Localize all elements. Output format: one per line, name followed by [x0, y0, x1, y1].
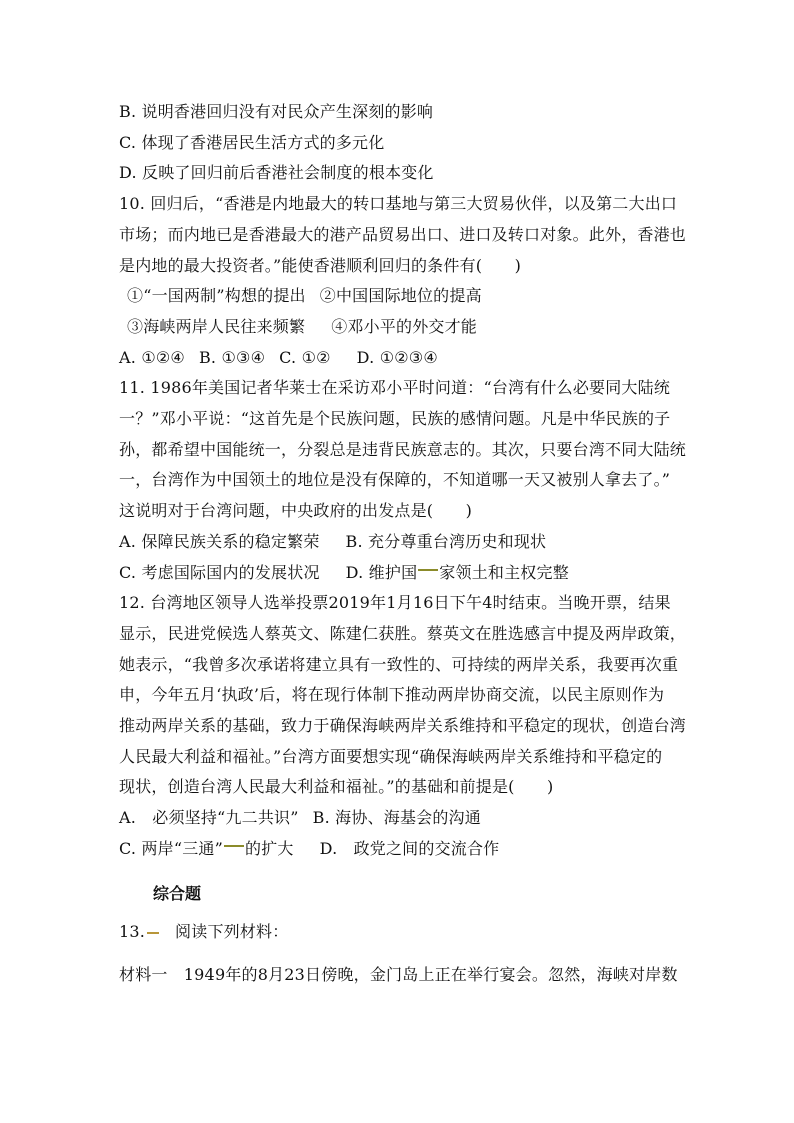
option-b-q12: B. 海协、海基会的沟通	[312, 808, 481, 828]
question-11-line-3: 孙，都希望中国能统一，分裂总是违背民族意志的。其次，只要台湾不同大陆统	[119, 439, 687, 459]
question-12-options-ab	[119, 803, 679, 834]
option-c-q12-post: 的扩大	[245, 838, 294, 858]
question-11-line-1: 11. 1986年美国记者华莱士在采访邓小平时问道：“台湾有什么必要同大陆统	[119, 378, 671, 398]
question-12-line-6: 人民最大利益和福祉。”台湾方面要想实现“确保海峡两岸关系维持和平稳定的	[119, 746, 663, 766]
document-content	[119, 97, 687, 991]
question-12-options-cd	[119, 834, 679, 865]
option-a-q12: A. 必须坚持“九二共识”	[119, 808, 299, 828]
option-d-q10: D. ①②③④	[356, 347, 438, 367]
question-10-conditions-2	[119, 312, 679, 343]
question-11-line-2: 一？”邓小平说：“这首先是个民族问题，民族的感情问题。凡是中华民族的子	[119, 409, 671, 429]
question-10-line-1: 10. 回归后，“香港是内地最大的转口基地与第三大贸易伙伴，以及第二大出口	[119, 194, 678, 214]
condition-2: ②中国国际地位的提高	[319, 286, 482, 306]
question-12-line-7: 现状，创造台湾人民最大利益和福祉。”的基础和前提是( )	[119, 777, 554, 797]
question-10-line-3: 是内地的最大投资者。”能使香港顺利回归的条件有( )	[119, 255, 522, 275]
question-10-conditions-1	[119, 281, 679, 312]
option-c-q12-pre: C. 两岸“三通”	[119, 838, 224, 858]
option-a-q10: A. ①②④	[119, 347, 185, 367]
question-12-line-5: 推动两岸关系的基础，致力于确保海峡两岸关系维持和平稳定的现状，创造台湾	[119, 716, 687, 736]
option-d-q11-pre: D. 维护国	[345, 562, 418, 582]
material-1-line-1: 材料一 1949年的8月23日傍晚，金门岛上正在举行宴会。忽然，海峡对岸数	[119, 964, 678, 984]
question-11-options-ab	[119, 527, 679, 558]
option-d-q12: D. 政党之间的交流合作	[319, 838, 500, 858]
section-title: 综合题	[153, 883, 202, 903]
question-12-line-3: 她表示，“我曾多次承诺将建立具有一致性的、可持续的两岸关系，我要再次重	[119, 654, 679, 674]
dash-mark	[224, 845, 244, 847]
option-b-q11: B. 充分尊重台湾历史和现状	[345, 531, 547, 551]
question-13-line-1	[119, 917, 679, 948]
condition-4: ④邓小平的外交才能	[331, 316, 478, 336]
condition-1: ①“一国两制”构想的提出	[127, 286, 306, 306]
option-c-q11: C. 考虑国际国内的发展状况	[119, 562, 320, 582]
option-c-q10: C. ①②	[279, 347, 331, 367]
question-12-line-4: 申，今年五月‘执政’后，将在现行体制下推动两岸协商交流，以民主原则作为	[119, 685, 665, 705]
dash-mark	[418, 569, 438, 571]
option-b-q10: B. ①③④	[198, 347, 266, 367]
option-c-q9: C. 体现了香港居民生活方式的多元化	[119, 132, 385, 152]
question-13-number: 13.	[119, 922, 146, 942]
question-12-line-1: 12. 台湾地区领导人选举投票2019年1月16日下午4时结束。当晚开票，结果	[119, 593, 671, 613]
condition-3: ③海峡两岸人民往来频繁	[127, 316, 306, 336]
question-13-text: 阅读下列材料：	[175, 922, 289, 942]
question-10-line-2: 市场；而内地已是香港最大的港产品贸易出口、进口及转口对象。此外，香港也	[119, 224, 687, 244]
question-11-options-cd	[119, 558, 679, 589]
option-a-q11: A. 保障民族关系的稳定繁荣	[119, 531, 320, 551]
option-b-q9: B. 说明香港回归没有对民众产生深刻的影响	[119, 102, 434, 121]
question-11-line-5: 这说明对于台湾问题，中央政府的出发点是( )	[119, 501, 473, 521]
answer-blank[interactable]	[147, 932, 159, 934]
option-d-q9: D. 反映了回归前后香港社会制度的根本变化	[119, 163, 434, 183]
option-d-q11-post: 家领土和主权完整	[439, 562, 569, 582]
question-10-options	[119, 343, 679, 374]
question-12-line-2: 显示，民进党候选人蔡英文、陈建仁获胜。蔡英文在胜选感言中提及两岸政策，	[119, 623, 687, 643]
question-11-line-4: 一，台湾作为中国领土的地位是没有保障的，不知道哪一天又被别人拿去了。”	[119, 470, 671, 490]
